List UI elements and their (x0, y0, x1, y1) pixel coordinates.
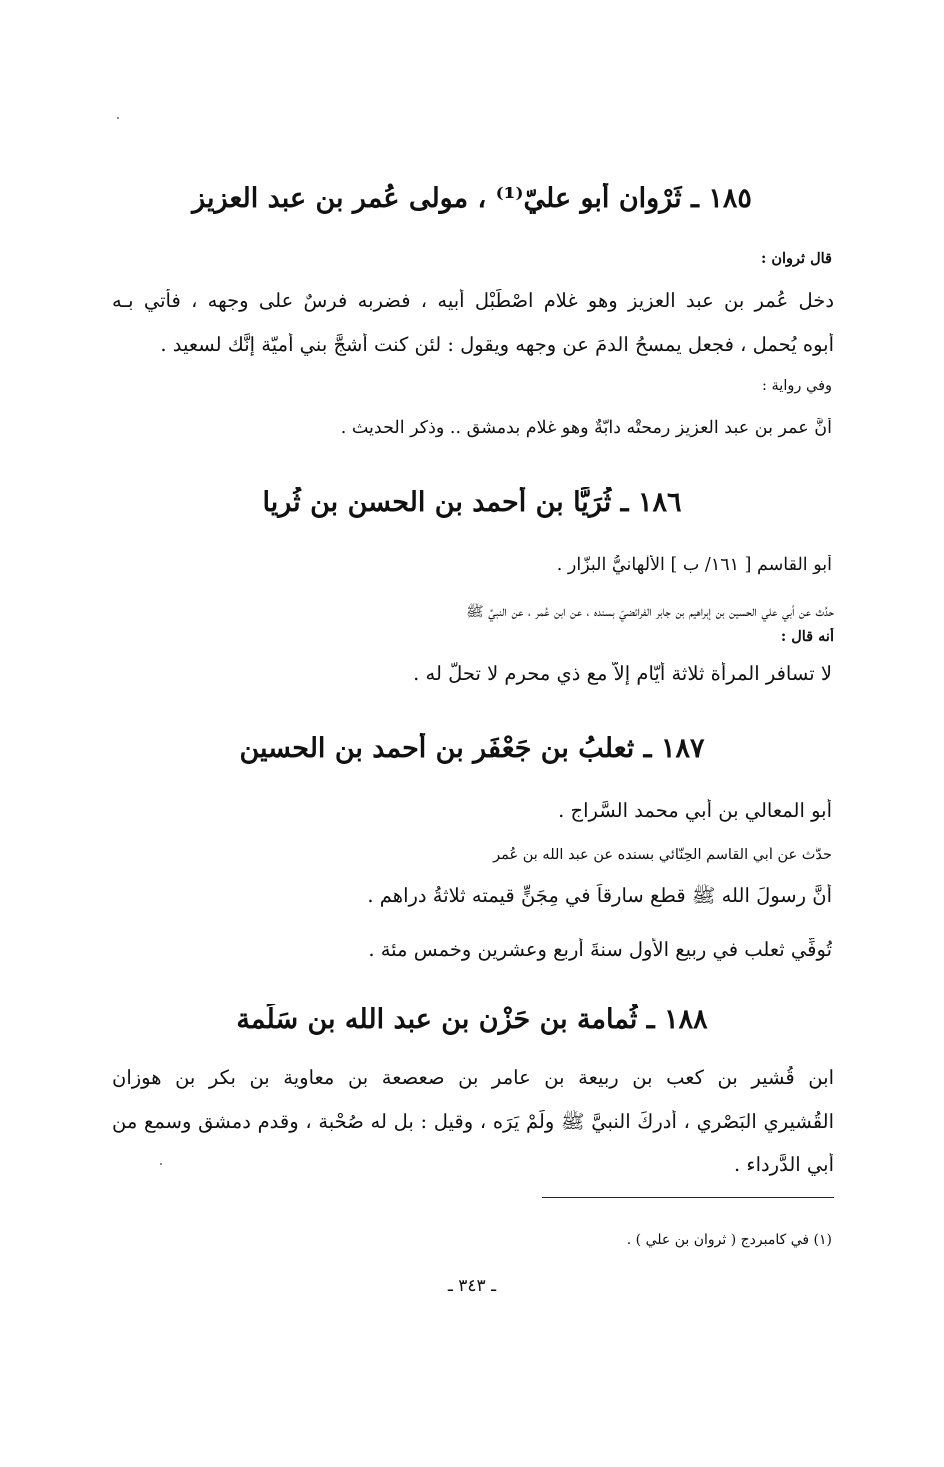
entry-187-heading: ١٨٧ ـ ثعلبُ بن جَعْفَر بن أحمد بن الحسين (239, 733, 705, 764)
entry-186-line-1: أبو القاسم [ ١٦١/ ب ] الأَلْهانيُّ البزّار . (556, 555, 832, 575)
footnote-separator (542, 1197, 834, 1198)
entry-186-line-3: أنه قال : (780, 628, 834, 645)
entry-185-line-5: أنَّ عمر بن عبد العزيز رمحتْه دابّةٌ وهو غلام بدمشق .. وذكر الحديث . (340, 418, 832, 438)
entry-185-line-1: قال ثروان : (760, 250, 832, 267)
scan-speck (160, 1163, 162, 1165)
entry-188-line-3: أبي الدَّرداء . (734, 1153, 834, 1176)
entry-187-line-1: أبو المعالي بن أبي محمد السَّراج . (558, 799, 832, 822)
entry-186-line-4: لا تسافرِ المرأة ثلاثة أيّام إلاّ مع ذي محرمٍ لا تحلُّ له . (413, 662, 832, 685)
entry-188-heading: ١٨٨ ـ ثُمامة بن حَزْن بن عبد الله بن سَلَمة (236, 1004, 708, 1035)
entry-187-line-2: حدَّث عن أبي القاسم الحِنَّائي بسنده عن عبد الله بن عُمر (493, 847, 832, 863)
entry-185-line-4: وفي رواية : (762, 378, 832, 394)
scan-speck (117, 117, 119, 119)
entry-187-line-3: أنَّ رسولَ الله ﷺ قطع سارقاً في مِجَنٍّ قيمته ثلاثةُ دراهم . (367, 884, 832, 907)
entry-185-line-2: دخل عُمر بن عبد العزيز وهو غلام اصْطَبْل أبيه ، فضربه فرسٌ على وجهه ، فأُتي بـه (112, 289, 834, 312)
entry-187-line-4: تُوفِّي ثعلب في ربيع الأول سنةَ أربعٍ وعشرين وخمس مئة . (368, 938, 832, 961)
entry-185-line-3: أبوه يُحمل ، فجعل يمسحُ الدمَ عن وجهه ويقول : لئن كنت أشجَّ بني أُميّة إنَّك لسعيد . (160, 333, 834, 356)
entry-188-line-2: القُشيري البَصْري ، أدركَ النبيَّ ﷺ ولَمْ يَرَه ، وقيل : بل له صُحْبة ، وقدم دمشق وسمع من (112, 1110, 834, 1133)
page-number: ـ ٣٤٣ ـ (447, 1276, 497, 1296)
footnote: (١) في كامبردج ( ثروان بن علي ) . (626, 1232, 832, 1248)
entry-186-heading: ١٨٦ ـ ثُرَيَّا بن أحمد بن الحسن بن ثُريا (262, 487, 682, 518)
entry-186-line-2: حدَّث عن أبي علي الحسين بن إبراهيم بن جابر الفرائضيّ بسنده ، عن ابن عُمر ، عن النبيِّ ﷺ (466, 604, 834, 620)
entry-188-line-1: ابن قُشير بن كعب بن ربيعة بن عامر بن صعصعة بن معاوية بن بكر بن هوزان (112, 1066, 834, 1089)
entry-185-heading: ١٨٥ ـ ثَرْوان أبو عليّ⁽¹⁾ ، مولى عُمر بنِ عبد العزيز (192, 183, 752, 214)
